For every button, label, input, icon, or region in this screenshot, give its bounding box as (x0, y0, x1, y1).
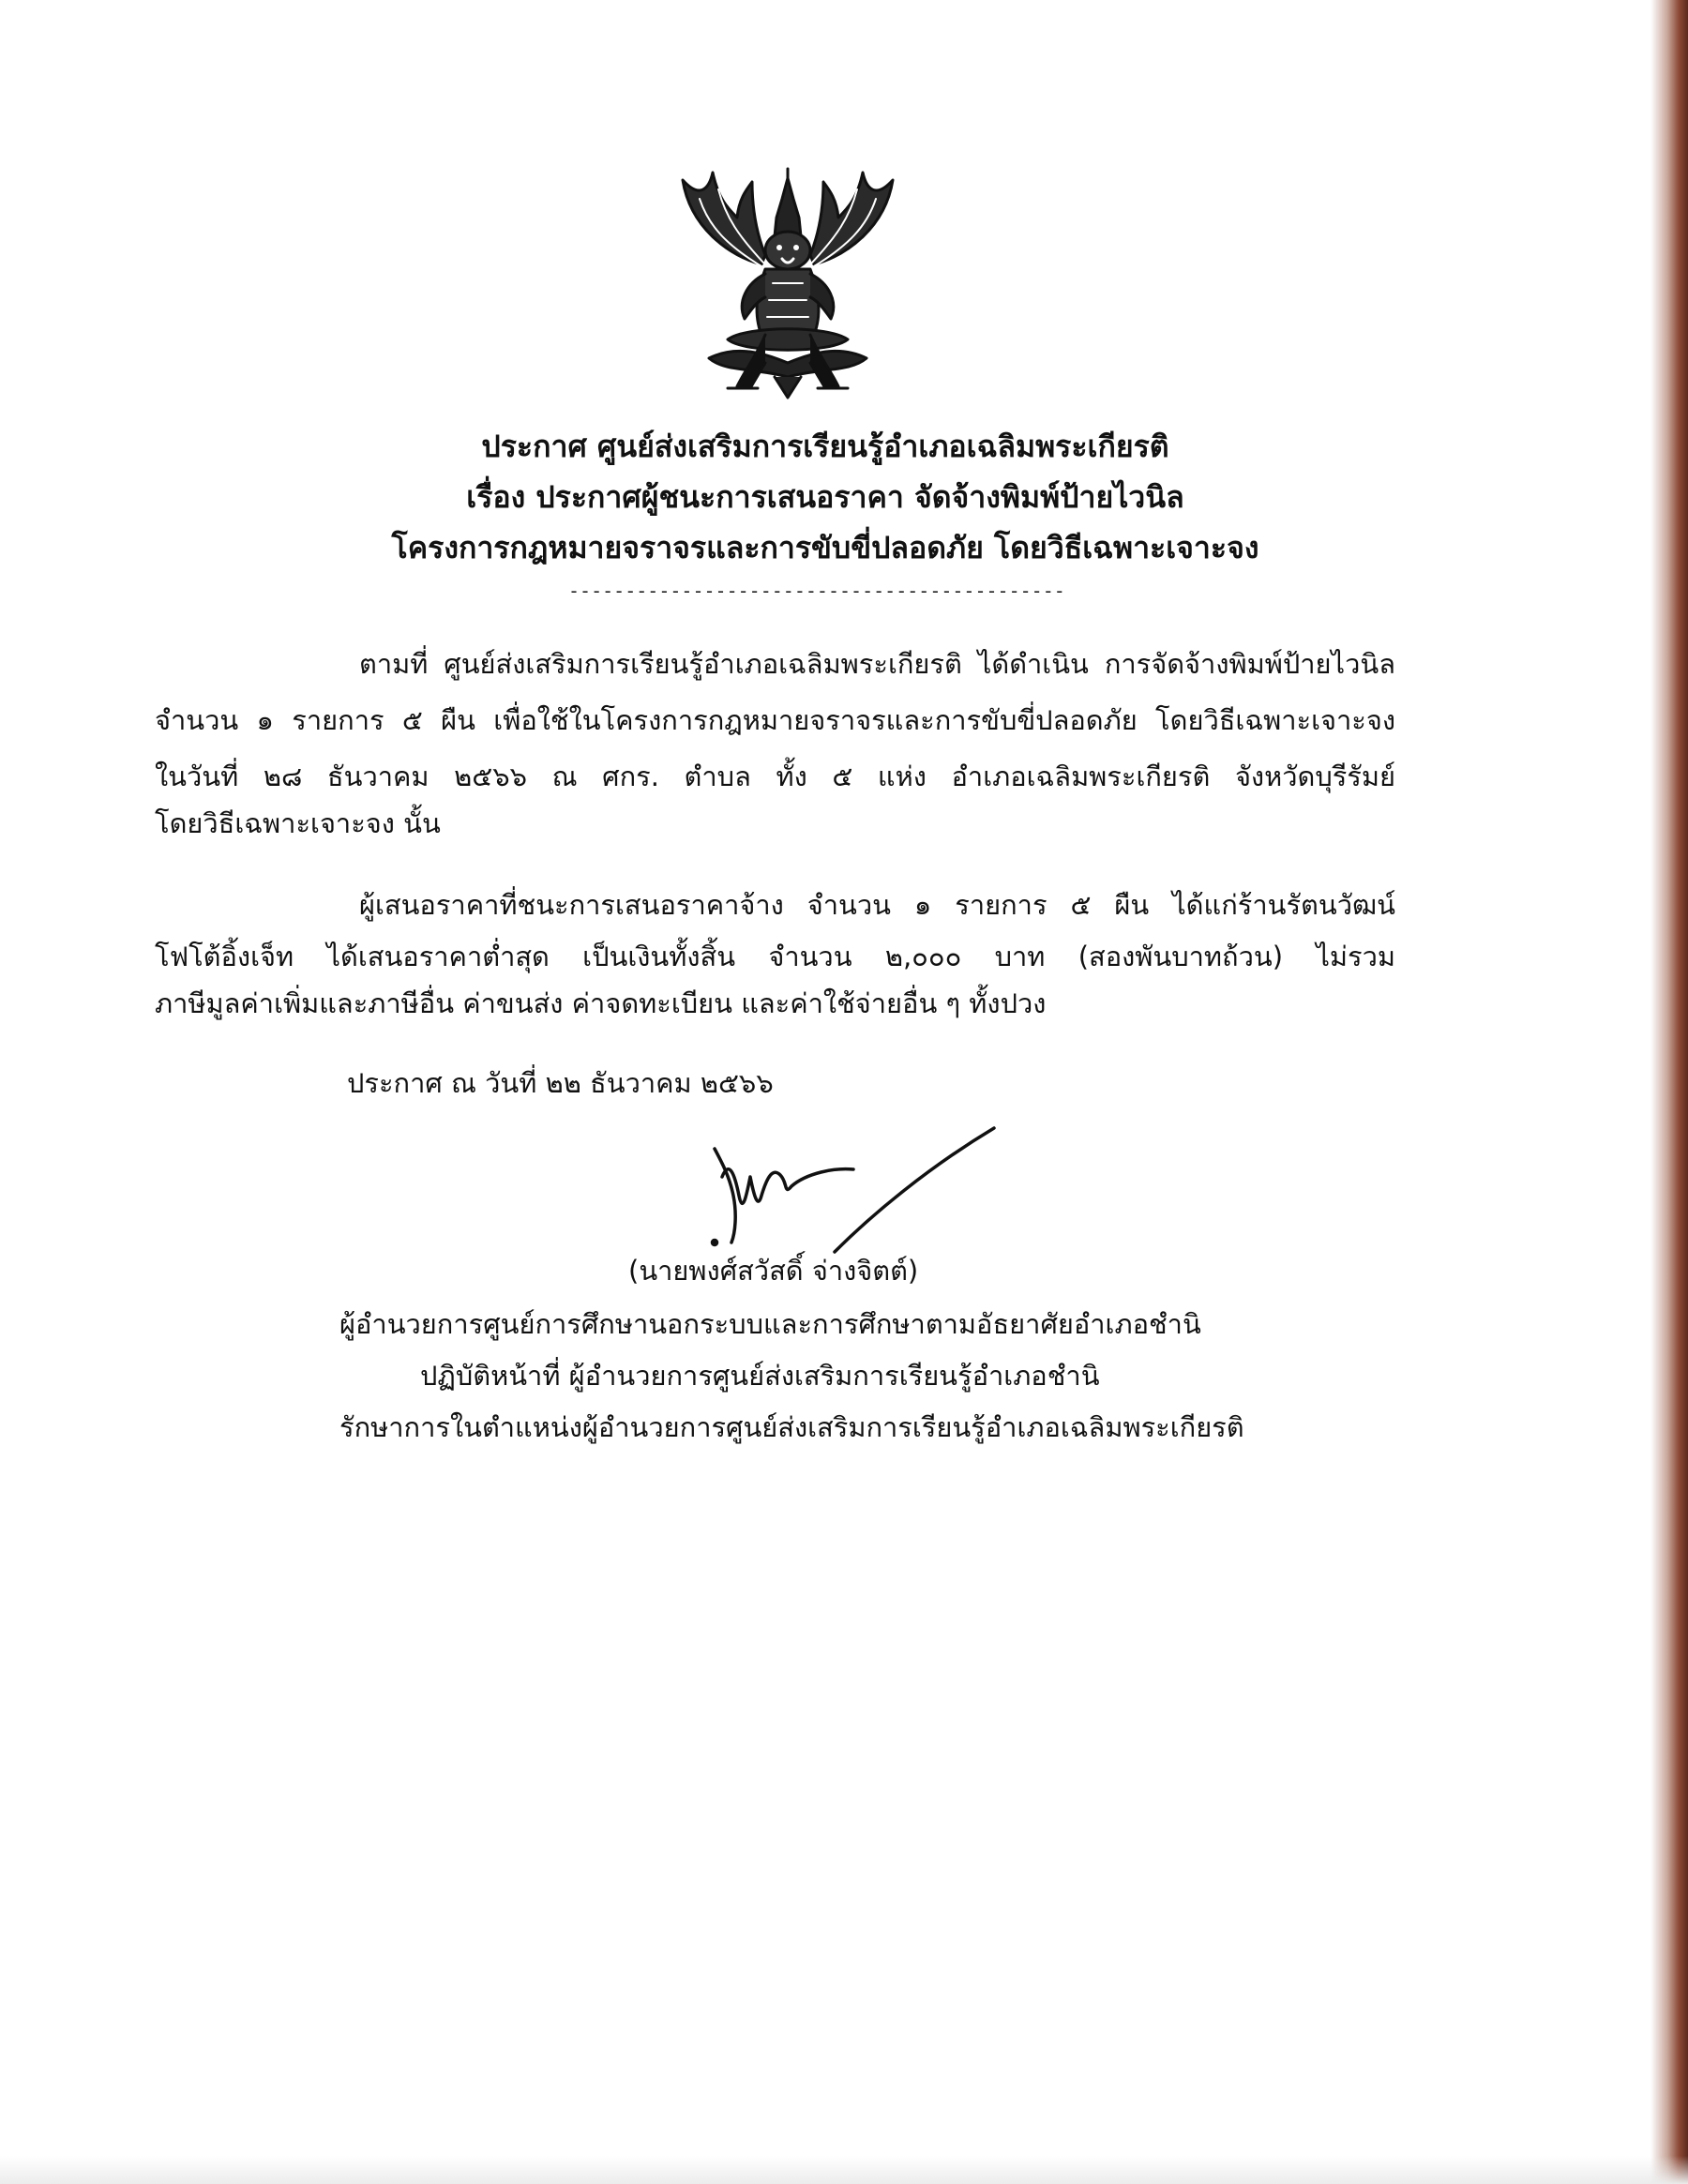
garuda-emblem-icon (671, 161, 904, 400)
page-bottom-shade (0, 2156, 1688, 2184)
signatory-title-1: ผู้อำนวยการศูนย์การศึกษานอกระบบและการศึกษาตามอัธยาศัยอำเภอชำนิ (339, 1308, 1201, 1340)
announcement-subject: เรื่อง ประกาศผู้ชนะการเสนอราคา จัดจ้างพิมพ์ป้ายไวนิล (466, 479, 1184, 515)
para2-line3: ภาษีมูลค่าเพิ่มและภาษีอื่น ค่าขนส่ง ค่าจดทะเบียน และค่าใช้จ่ายอื่น ๆ ทั้งปวง (155, 987, 1047, 1019)
signatory-title-3: รักษาการในตำแหน่งผู้อำนวยการศูนย์ส่งเสริมการเรียนรู้อำเภอเฉลิมพระเกียรติ (339, 1411, 1244, 1443)
para1-line4: โดยวิธีเฉพาะเจาะจง นั้น (155, 807, 441, 839)
announcement-title: ประกาศ ศูนย์ส่งเสริมการเรียนรู้อำเภอเฉลิมพระเกียรติ (481, 429, 1169, 464)
announcement-project: โครงการกฎหมายจราจรและการขับขี่ปลอดภัย โดยวิธีเฉพาะเจาะจง (391, 530, 1259, 565)
para1-line2: จำนวน ๑ รายการ ๕ ผืน เพื่อใช้ในโครงการกฎหมายจราจรและการขับขี่ปลอดภัย โดยวิธีเฉพาะเจาะจง (155, 704, 1395, 736)
announcement-date: ประกาศ ณ วันที่ ๒๒ ธันวาคม ๒๕๖๖ (347, 1067, 774, 1099)
para2-line2: โฟโต้อิ้งเจ็ท ได้เสนอราคาต่ำสุด เป็นเงินทั้งสิ้น จำนวน ๒,๐๐๐ บาท (สองพันบาทถ้วน) ไม่รวม (155, 941, 1395, 972)
handwritten-signature-icon (694, 1121, 1003, 1252)
header-divider: -------------------------------------------- (568, 580, 1065, 602)
para1-line3: ในวันที่ ๒๘ ธันวาคม ๒๕๖๖ ณ ศกร. ตำบล ทั้ง ๕ แห่ง อำเภอเฉลิมพระเกียรติ จังหวัดบุรีรัมย์ (155, 761, 1395, 792)
page-edge-shadow (1650, 0, 1688, 2184)
signatory-name: (นายพงศ์สวัสดิ์ จ่างจิตต์) (628, 1255, 919, 1287)
signatory-title-2: ปฏิบัติหน้าที่ ผู้อำนวยการศูนย์ส่งเสริมการเรียนรู้อำเภอชำนิ (420, 1360, 1100, 1392)
para2-line1: ผู้เสนอราคาที่ชนะการเสนอราคาจ้าง จำนวน ๑ รายการ ๕ ผืน ได้แก่ร้านรัตนวัฒน์ (359, 889, 1395, 921)
para1-line1: ตามที่ ศูนย์ส่งเสริมการเรียนรู้อำเภอเฉลิมพระเกียรติ ได้ดำเนิน การจัดจ้างพิมพ์ป้ายไวนิล (359, 648, 1395, 680)
